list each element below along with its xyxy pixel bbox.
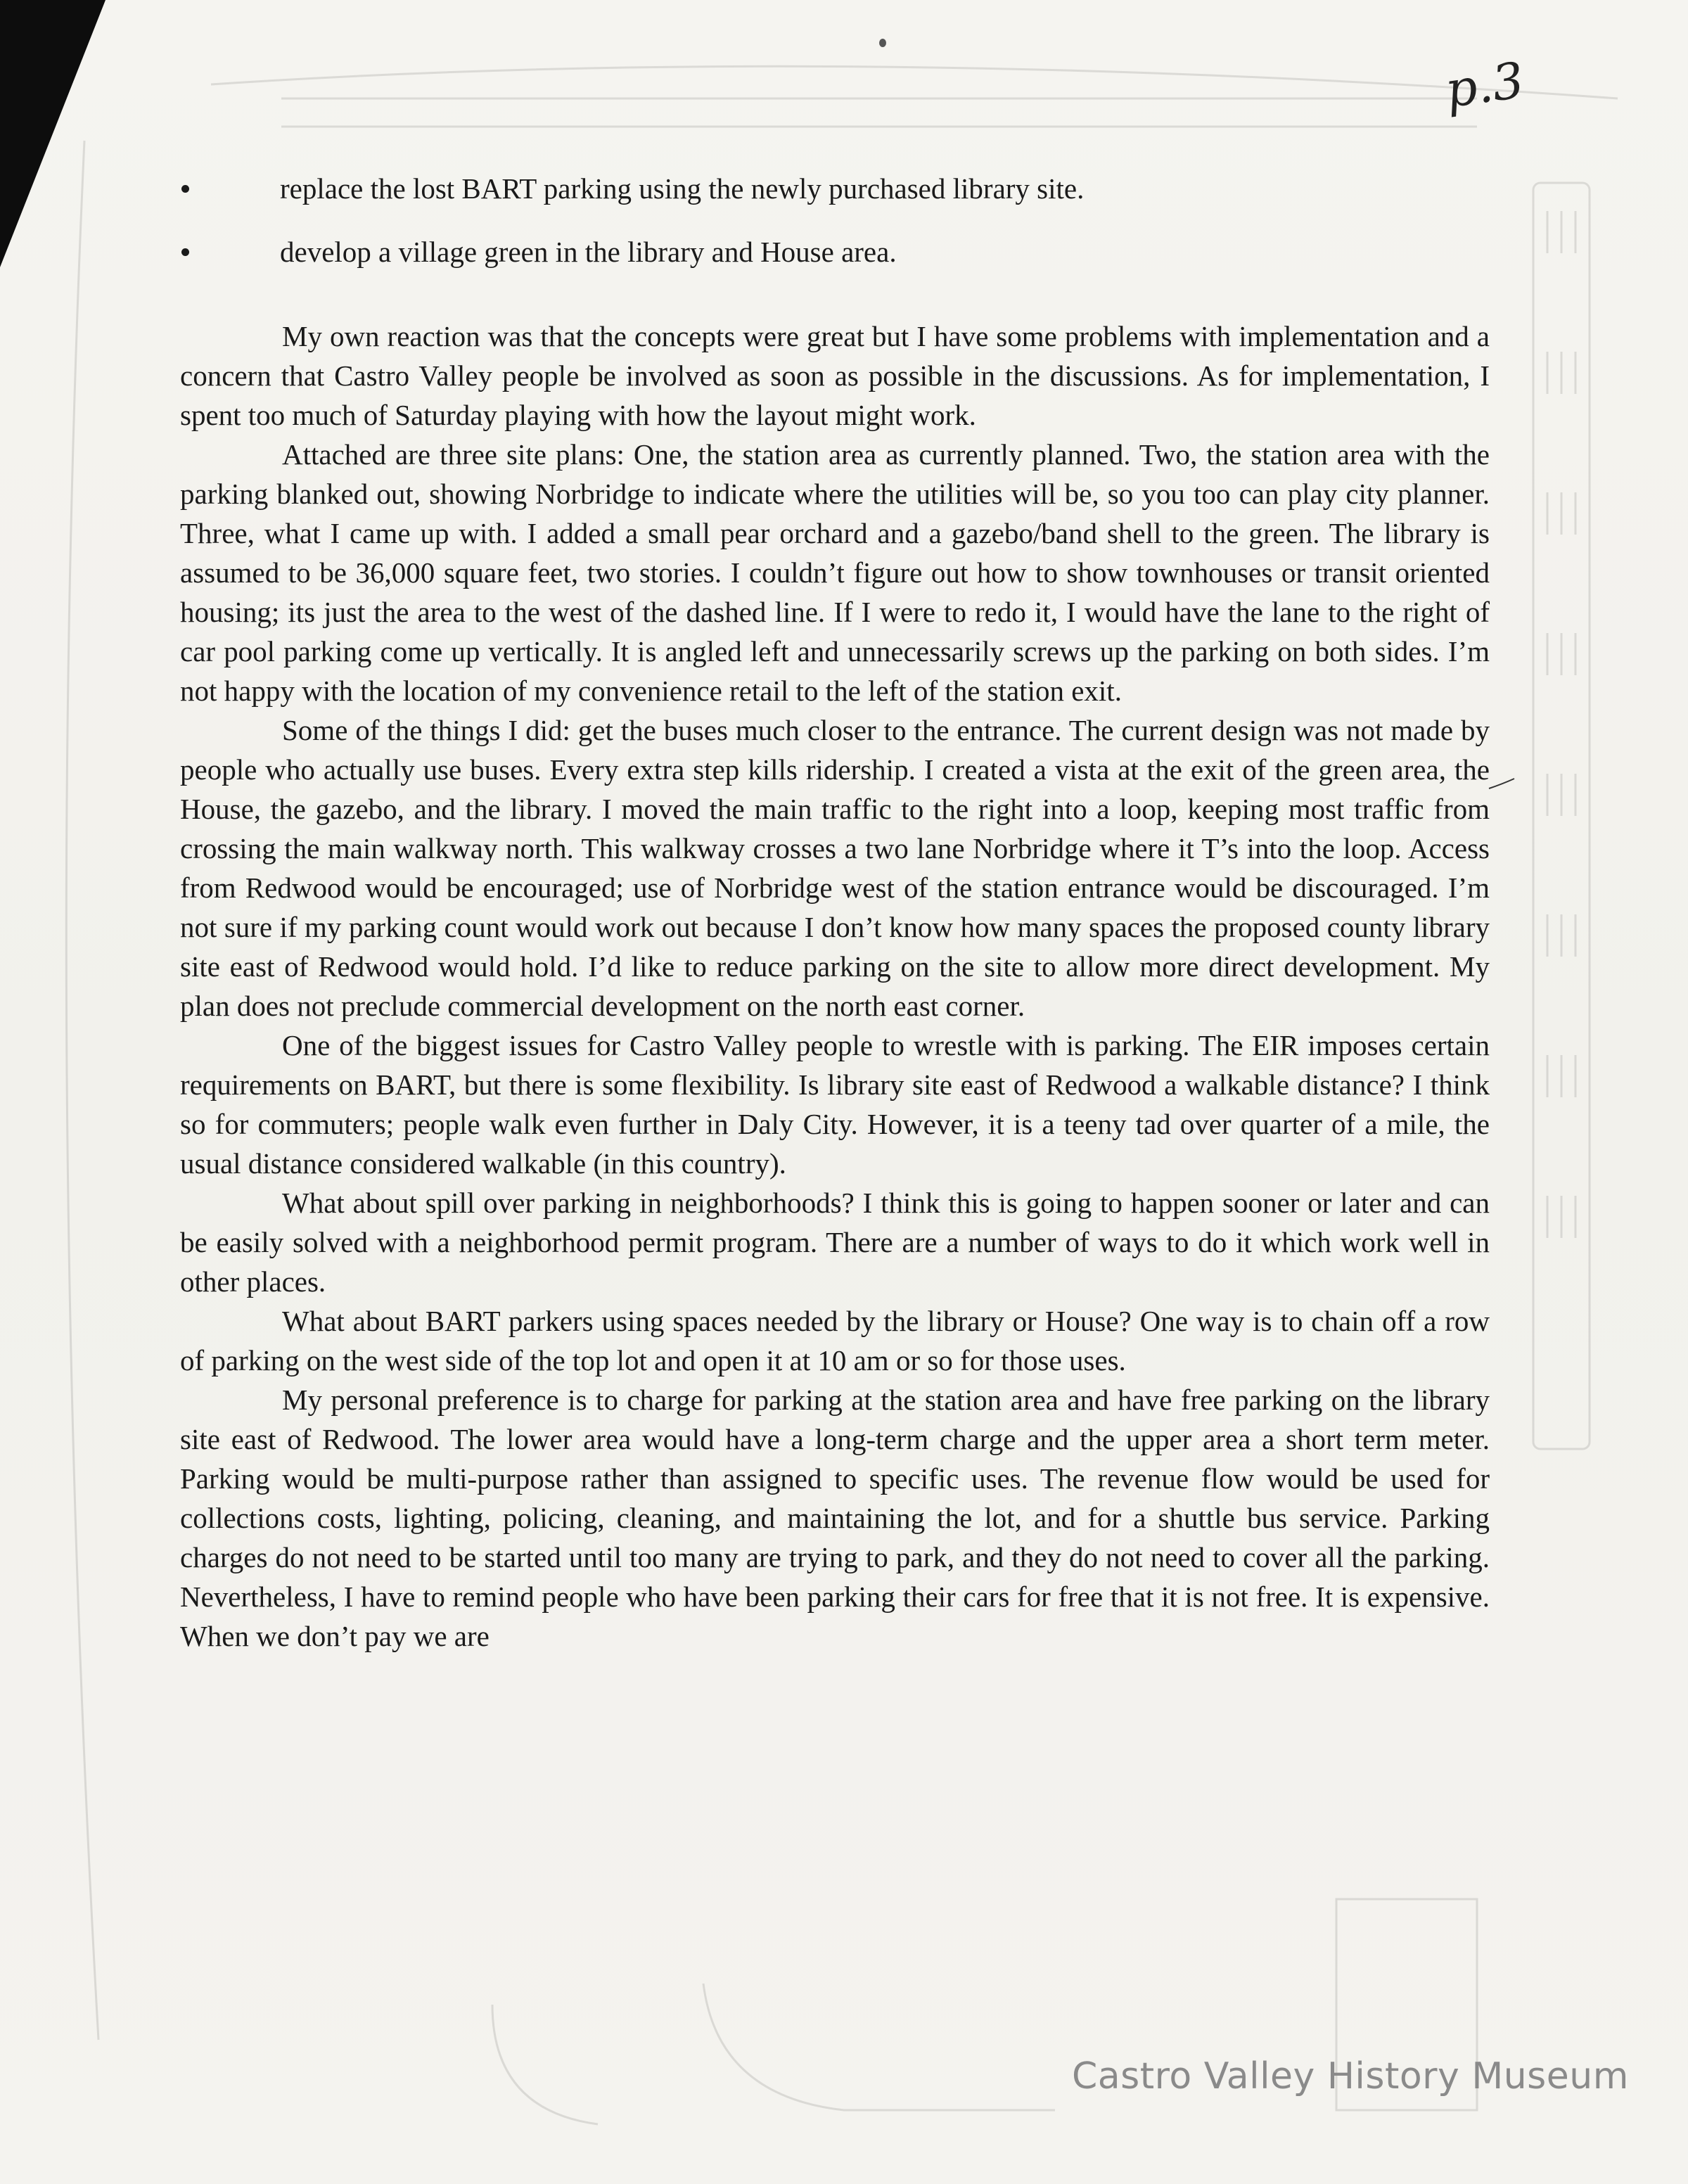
body-text (180, 317, 1490, 1656)
folded-corner (0, 0, 106, 267)
list-item (176, 172, 1512, 205)
list-item (176, 236, 1512, 268)
paragraph: My own reaction was that the concepts were great but I have some problems with implementation and a concern that Castro Valley people be involved as soon as possible in the discussions. As for implementation, I spent too much of Saturday playing with how the layout might work. (180, 320, 1490, 431)
paragraph: What about spill over parking in neighborhoods? I think this is going to happen sooner or later and can be easily solved with a neighborhood permit program. There are a number of ways to do it which work well in other places. (180, 1187, 1490, 1298)
paragraph: Attached are three site plans: One, the station area as currently planned. Two, the station area with the parking blanked out, showing Norbridge to indicate where the utilities will be, so you too can play city planner. Three, what I came up with. I added a small pear orchard and a gazebo/band shell to the green. The library is assumed to be 36,000 square feet, two stories. I couldn’t figure out how to show townhouses or transit oriented housing; its just the area to the west of the dashed line. If I were to redo it, I would have the lane to the right of car pool parking come up vertically. It is angled left and unnecessarily screws up the parking on both sides. I’m not happy with the location of my convenience retail to the left of the station exit. (180, 438, 1490, 707)
museum-watermark: Castro Valley History Museum (1072, 2055, 1629, 2097)
punch-mark (879, 39, 886, 47)
handwritten-page-number: p.3 (1441, 51, 1528, 120)
bullet-list (176, 172, 1512, 299)
bullet-icon (181, 248, 189, 256)
bullet-text: replace the lost BART parking using the newly purchased library site. (280, 172, 1085, 205)
bullet-icon (181, 185, 189, 193)
bullet-text: develop a village green in the library and House area. (280, 236, 897, 268)
paragraph: My personal preference is to charge for parking at the station area and have free parking on the library site east of Redwood. The lower area would have a long-term charge and the upper area a short term meter. Parking would be multi-purpose rather than assigned to specific uses. The revenue flow would be used for collections costs, lighting, policing, cleaning, and maintaining the lot, and for a shuttle bus service. Parking charges do not need to be started until too many are trying to park, and they do not need to cover all the parking. Nevertheless, I have to remind people who have been parking their cars for free that it is not free. It is expensive. When we don’t pay we are (180, 1384, 1490, 1652)
paragraph: Some of the things I did: get the buses much closer to the entrance. The current design was not made by people who actually use buses. Every extra step kills ridership. I created a vista at the exit of the green area, the House, the gazebo, and the library. I moved the main traffic to the right into a loop, keeping most traffic from crossing the main walkway north. This walkway crosses a two lane Norbridge where it T’s into the loop. Access from Redwood would be encouraged; use of Norbridge west of the station entrance would be discouraged. I’m not sure if my parking count would work out because I don’t know how many spaces the proposed county library site east of Redwood would hold. I’d like to reduce parking on the site to allow more direct development. My plan does not preclude commercial development on the north east corner. (180, 714, 1490, 1022)
margin-pen-mark (1488, 777, 1516, 791)
paragraph: One of the biggest issues for Castro Valley people to wrestle with is parking. The EIR imposes certain requirements on BART, but there is some flexibility. Is library site east of Redwood a walkable distance? I think so for commuters; people walk even further in Daly City. However, it is a teeny tad over quarter of a mile, the usual distance considered walkable (in this country). (180, 1029, 1490, 1180)
paragraph: What about BART parkers using spaces needed by the library or House? One way is to chain off a row of parking on the west side of the top lot and open it at 10 am or so for those uses. (180, 1305, 1490, 1377)
